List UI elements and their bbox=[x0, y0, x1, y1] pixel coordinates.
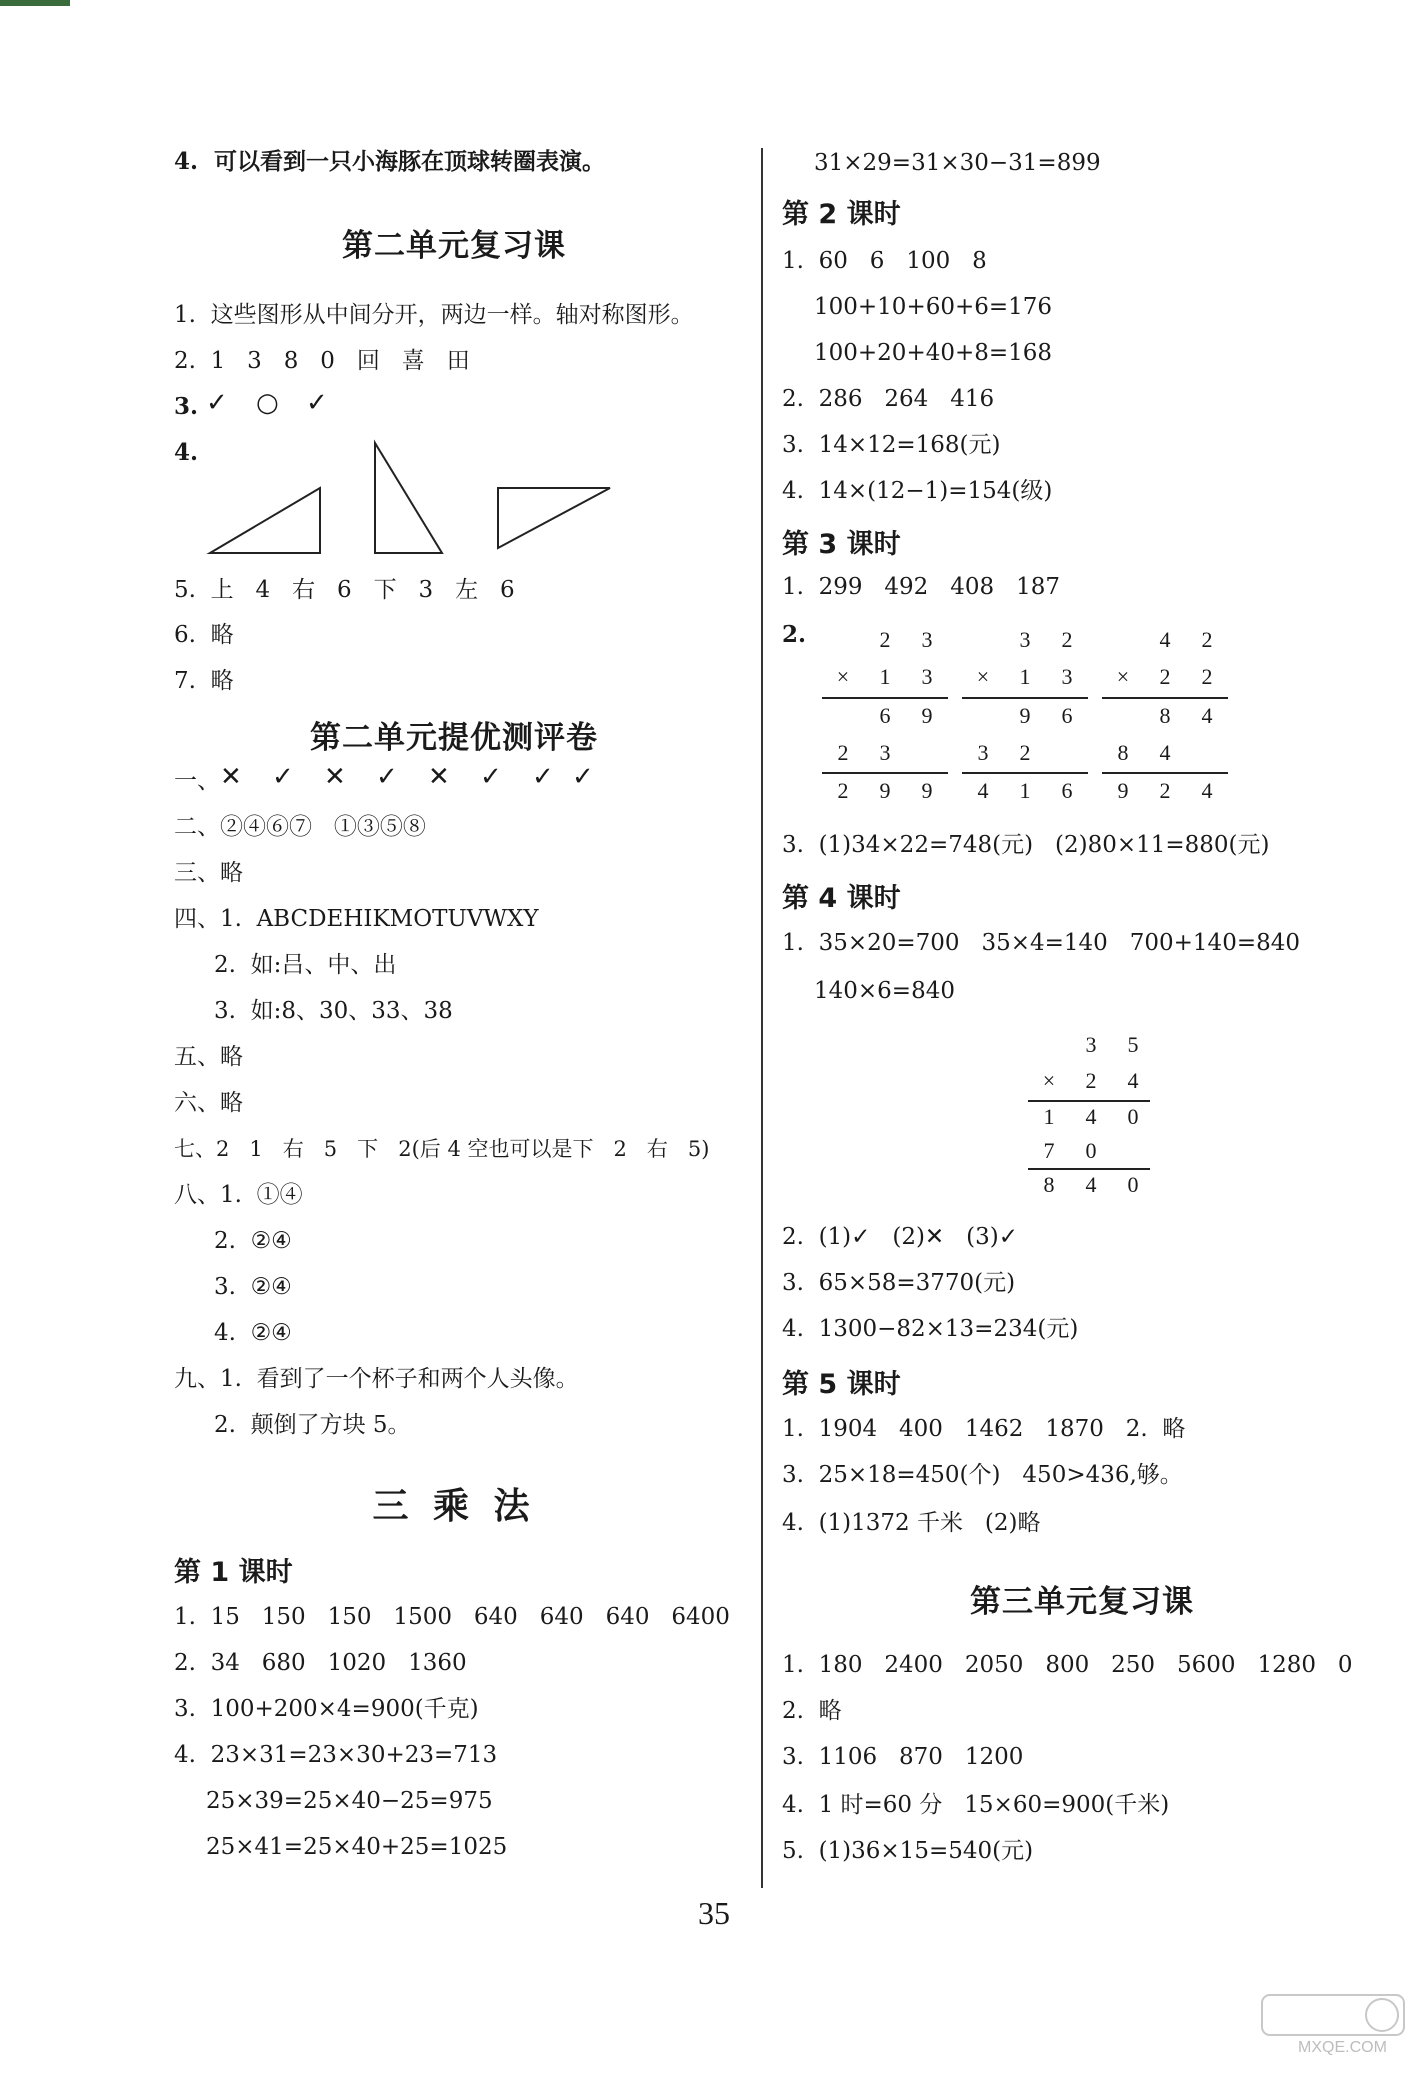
answer-line: 1. 35×20=700 35×4=140 700+140=840 bbox=[782, 930, 1300, 956]
vm-row: 6 9 bbox=[879, 703, 933, 728]
answer-line: 4. 可以看到一只小海豚在顶球转圈表演。 bbox=[174, 148, 606, 175]
page-number: 35 bbox=[698, 1895, 730, 1931]
answer-line: 2. 1 3 8 0 回 喜 田 bbox=[174, 348, 470, 374]
answer-line: 140×6=840 bbox=[814, 978, 955, 1004]
answer-line: 三、略 bbox=[174, 860, 243, 886]
answer-line: 1. 60 6 100 8 bbox=[782, 248, 987, 274]
vm-row: 4 2 bbox=[1159, 627, 1213, 652]
cross-mark: ✕ bbox=[220, 762, 242, 792]
vm-row: 4 1 6 bbox=[977, 778, 1073, 803]
vm-row: 3 2 bbox=[977, 740, 1031, 765]
vm-row: 9 6 bbox=[1019, 703, 1073, 728]
answer-line: 3. 如:8、30、33、38 bbox=[214, 998, 453, 1024]
answer-number: 4. bbox=[174, 439, 199, 466]
answer-line: 四、1. ABCDEHIKMOTUVWXY bbox=[174, 906, 539, 932]
lesson-title: 第 3 课时 bbox=[782, 529, 901, 560]
circle-mark: ○ bbox=[256, 388, 279, 418]
vm-row: 2 3 bbox=[837, 740, 891, 765]
vm-rule bbox=[1028, 1168, 1150, 1170]
lesson-title: 第 2 课时 bbox=[782, 199, 901, 230]
answer-line: 3. ②④ bbox=[214, 1274, 292, 1300]
top-color-bar bbox=[0, 0, 70, 6]
answer-line: 25×39=25×40−25=975 bbox=[206, 1788, 493, 1814]
answer-line: 5. 上 4 右 6 下 3 左 6 bbox=[174, 577, 515, 603]
answer-line: 2. 34 680 1020 1360 bbox=[174, 1650, 467, 1676]
vm-rule bbox=[962, 697, 1088, 699]
answer-line: 3. (1)34×22=748(元) (2)80×11=880(元) bbox=[782, 832, 1270, 858]
answer-line: 4. 1300−82×13=234(元) bbox=[782, 1316, 1079, 1342]
lesson-title: 第 4 课时 bbox=[782, 883, 901, 914]
vm-rule bbox=[1102, 697, 1228, 699]
triangle-figures bbox=[200, 438, 620, 558]
vm-row: × 1 3 bbox=[836, 664, 933, 689]
answer-line: 六、略 bbox=[174, 1090, 243, 1116]
triangle-2 bbox=[375, 443, 442, 553]
vm-rule bbox=[1028, 1100, 1150, 1102]
answer-line: 25×41=25×40+25=1025 bbox=[206, 1834, 508, 1860]
answer-line: 4. (1)1372 千米 (2)略 bbox=[782, 1510, 1041, 1536]
vm-row: × 2 2 bbox=[1116, 664, 1213, 689]
answer-line: 100+10+60+6=176 bbox=[814, 294, 1053, 320]
watermark-logo bbox=[1258, 1989, 1408, 2059]
answer-number: 2. bbox=[782, 621, 807, 648]
answer-line: 2. (1)✓ (2)✕ (3)✓ bbox=[782, 1224, 1018, 1250]
vm-rule bbox=[962, 772, 1088, 774]
answer-line: 3. 100+200×4=900(千克) bbox=[174, 1696, 479, 1722]
vm-rule bbox=[822, 772, 948, 774]
answer-line: 3. 14×12=168(元) bbox=[782, 432, 1001, 458]
vm-row: × 1 3 bbox=[976, 664, 1073, 689]
answer-line: 1. 15 150 150 1500 640 640 640 6400 bbox=[174, 1604, 730, 1630]
answer-line: 4. 23×31=23×30+23=713 bbox=[174, 1742, 498, 1768]
section-title-test-2: 第二单元提优测评卷 bbox=[310, 720, 598, 756]
answer-line: 4. 14×(12−1)=154(级) bbox=[782, 478, 1053, 504]
answer-line: 1. 这些图形从中间分开，两边一样。轴对称图形。 bbox=[174, 302, 694, 328]
answer-line: 五、略 bbox=[174, 1044, 243, 1070]
vm-row: 7 0 bbox=[1043, 1138, 1097, 1163]
answer-line: 3. 65×58=3770(元) bbox=[782, 1270, 1016, 1296]
lesson-title: 第 5 课时 bbox=[782, 1369, 901, 1400]
vm-row: 8 4 0 bbox=[1043, 1172, 1139, 1197]
answer-line: 九、1. 看到了一个杯子和两个人头像。 bbox=[174, 1366, 579, 1392]
vm-row: 3 5 bbox=[1085, 1032, 1139, 1057]
answer-line: 七、2 1 右 5 下 2(后 4 空也可以是下 2 右 5) bbox=[174, 1137, 710, 1161]
chapter-title-multiplication: 三 乘 法 bbox=[372, 1486, 536, 1527]
lesson-title: 第 1 课时 bbox=[174, 1557, 293, 1588]
triangle-3 bbox=[498, 488, 610, 548]
check-mark: ✓ bbox=[206, 388, 228, 418]
answer-line: 八、1. ①④ bbox=[174, 1182, 303, 1208]
vm-row: 2 3 bbox=[879, 627, 933, 652]
check-mark: ✓ bbox=[272, 762, 294, 792]
vm-row: 9 2 4 bbox=[1117, 778, 1213, 803]
answer-number: 3. bbox=[174, 393, 199, 420]
answer-line: 31×29=31×30−31=899 bbox=[814, 150, 1101, 176]
answer-line: 2. 286 264 416 bbox=[782, 386, 995, 412]
vm-row: 8 4 bbox=[1117, 740, 1171, 765]
answer-line: 2. 略 bbox=[782, 1698, 842, 1724]
answer-line: 2. ②④ bbox=[214, 1228, 292, 1254]
answer-line: 100+20+40+8=168 bbox=[814, 340, 1053, 366]
check-mark: ✓ bbox=[376, 762, 398, 792]
check-mark: ✓ bbox=[572, 762, 594, 792]
triangle-1 bbox=[210, 488, 320, 553]
cross-mark: ✕ bbox=[324, 762, 346, 792]
cross-mark: ✕ bbox=[428, 762, 450, 792]
check-mark: ✓ bbox=[480, 762, 502, 792]
answer-line: 7. 略 bbox=[174, 668, 234, 694]
vm-row: 8 4 bbox=[1159, 703, 1213, 728]
check-mark: ✓ bbox=[306, 388, 328, 418]
vm-rule bbox=[822, 697, 948, 699]
vm-row: 1 4 0 bbox=[1043, 1104, 1139, 1129]
answer-line: 5. (1)36×15=540(元) bbox=[782, 1838, 1034, 1864]
answer-line: 6. 略 bbox=[174, 622, 234, 648]
section-title-review-3: 第三单元复习课 bbox=[970, 1584, 1194, 1620]
section-title-review-2: 第二单元复习课 bbox=[342, 228, 566, 264]
vm-rule bbox=[1102, 772, 1228, 774]
vm-row: 3 2 bbox=[1019, 627, 1073, 652]
answer-line: 1. 180 2400 2050 800 250 5600 1280 0 bbox=[782, 1652, 1353, 1678]
answer-line: 1. 1904 400 1462 1870 2. 略 bbox=[782, 1416, 1186, 1442]
answer-label: 一、 bbox=[174, 768, 220, 794]
watermark-text: MXQE.COM bbox=[1298, 2039, 1387, 2056]
answer-line: 2. 颠倒了方块 5。 bbox=[214, 1412, 411, 1438]
answer-line: 3. 1106 870 1200 bbox=[782, 1744, 1024, 1770]
answer-line: 2. 如:吕、中、出 bbox=[214, 952, 397, 978]
check-mark: ✓ bbox=[532, 762, 554, 792]
column-divider bbox=[761, 148, 763, 1888]
vm-row: 2 9 9 bbox=[837, 778, 933, 803]
answer-line: 1. 299 492 408 187 bbox=[782, 574, 1060, 600]
answer-line: 4. ②④ bbox=[214, 1320, 292, 1346]
answer-line: 4. 1 时=60 分 15×60=900(千米) bbox=[782, 1792, 1170, 1818]
answer-line: 二、②④⑥⑦ ①③⑤⑧ bbox=[174, 814, 426, 840]
vm-row: × 2 4 bbox=[1042, 1068, 1139, 1093]
answer-line: 3. 25×18=450(个) 450>436,够。 bbox=[782, 1462, 1183, 1488]
